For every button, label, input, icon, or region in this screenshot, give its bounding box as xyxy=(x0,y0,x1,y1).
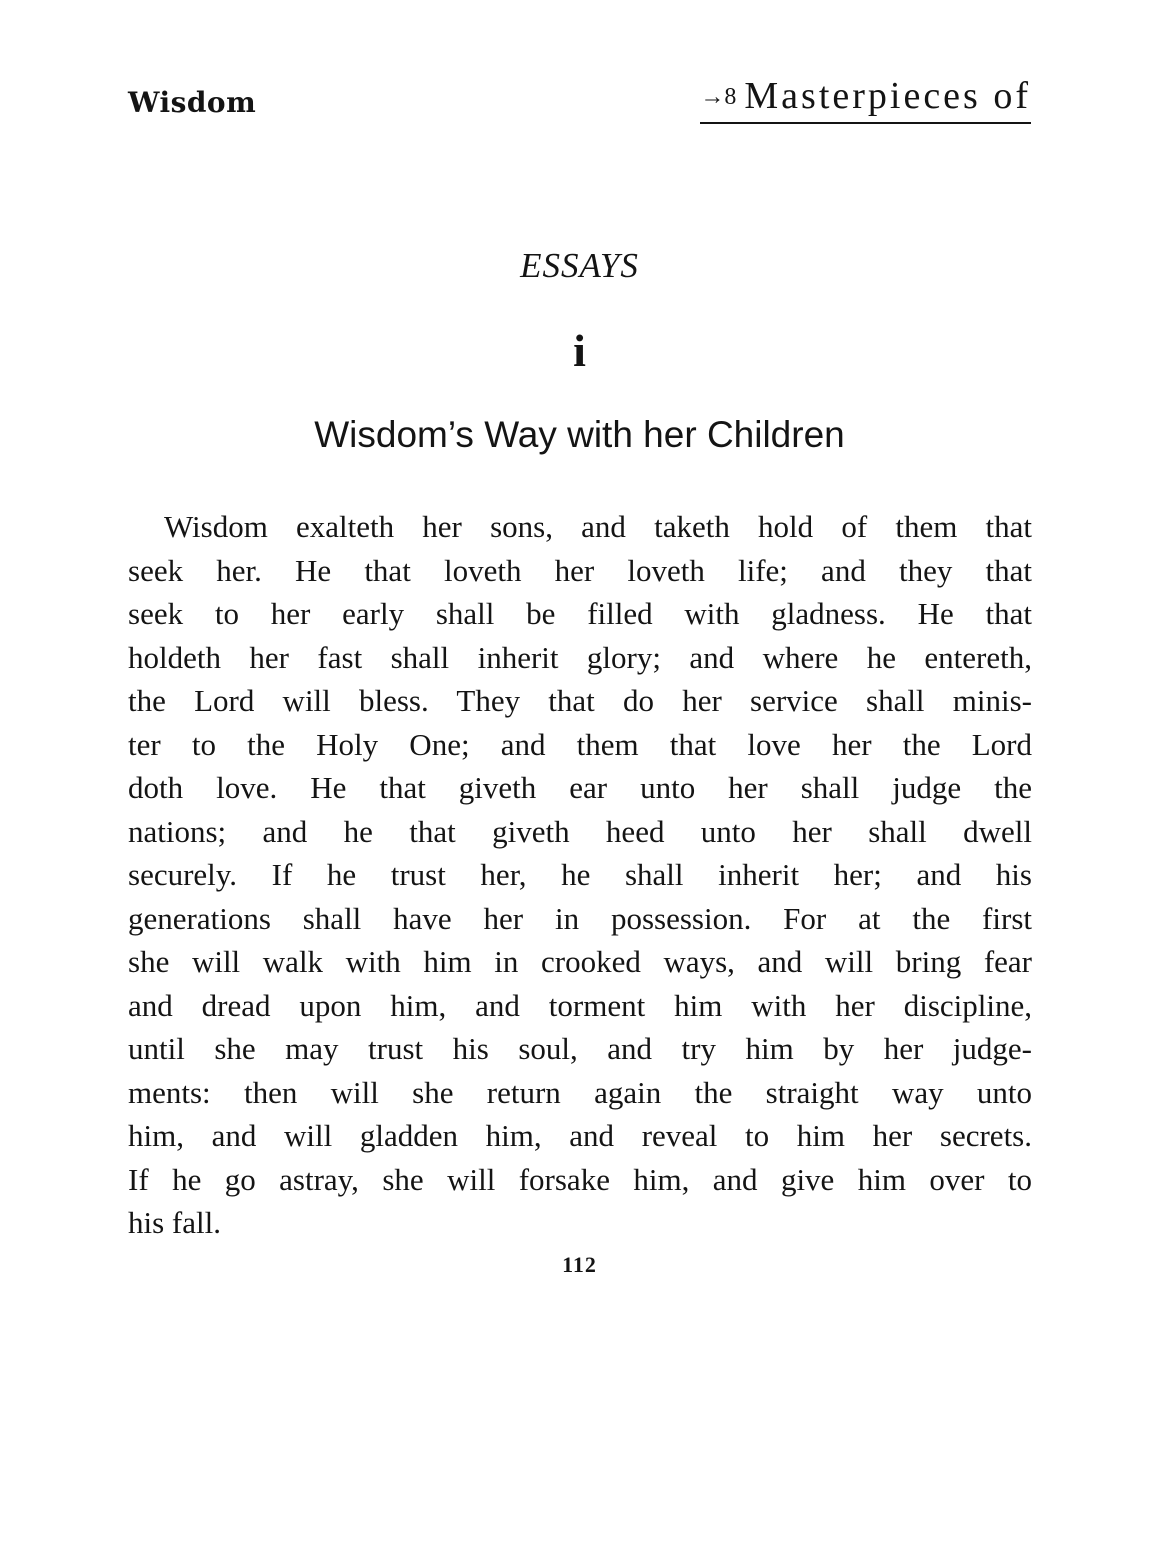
body-line: him, and will gladden him, and reveal to him her secrets. xyxy=(128,1118,1032,1153)
essay-title: Wisdom’s Way with her Children xyxy=(314,414,845,455)
running-head-left: Wisdom xyxy=(128,86,257,119)
running-head-right xyxy=(700,74,1031,124)
body-line: holdeth her fast shall inherit glory; and where he entereth, xyxy=(128,639,1032,675)
body-line: and dread upon him, and torment him with her discipline, xyxy=(128,987,1032,1023)
body-line: ter to the Holy One; and them that love her the Lord xyxy=(128,726,1032,762)
body-line: his fall. xyxy=(128,1205,221,1240)
running-head-right-text: Masterpieces of xyxy=(744,75,1031,117)
body-line: Wisdom exalteth her sons, and taketh hold of them that xyxy=(164,509,1032,544)
body-line: the Lord will bless. They that do her service shall minis- xyxy=(128,683,1032,718)
body-line: If he go astray, she will forsake him, and give him over to xyxy=(128,1161,1032,1197)
body-line: until she may trust his soul, and try him by her judge- xyxy=(128,1031,1032,1066)
body-line: seek her. He that loveth her loveth life; and they that xyxy=(128,552,1032,588)
body-line: ments: then will she return again the straight way unto xyxy=(128,1074,1032,1110)
section-label: ESSAYS xyxy=(520,246,639,285)
body-line: seek to her early shall be filled with gladness. He that xyxy=(128,596,1032,631)
body-line: generations shall have her in possession. For at the first xyxy=(128,900,1032,936)
essay-body xyxy=(128,505,1032,1245)
ornament-arrow-icon: →8 xyxy=(700,84,737,110)
body-line: she will walk with him in crooked ways, and will bring fear xyxy=(128,944,1032,979)
page-number: 112 xyxy=(562,1252,597,1277)
chapter-numeral: i xyxy=(573,325,586,376)
body-line: doth love. He that giveth ear unto her shall judge the xyxy=(128,770,1032,805)
body-line: nations; and he that giveth heed unto her shall dwell xyxy=(128,813,1032,849)
body-line: securely. If he trust her, he shall inherit her; and his xyxy=(128,857,1032,892)
